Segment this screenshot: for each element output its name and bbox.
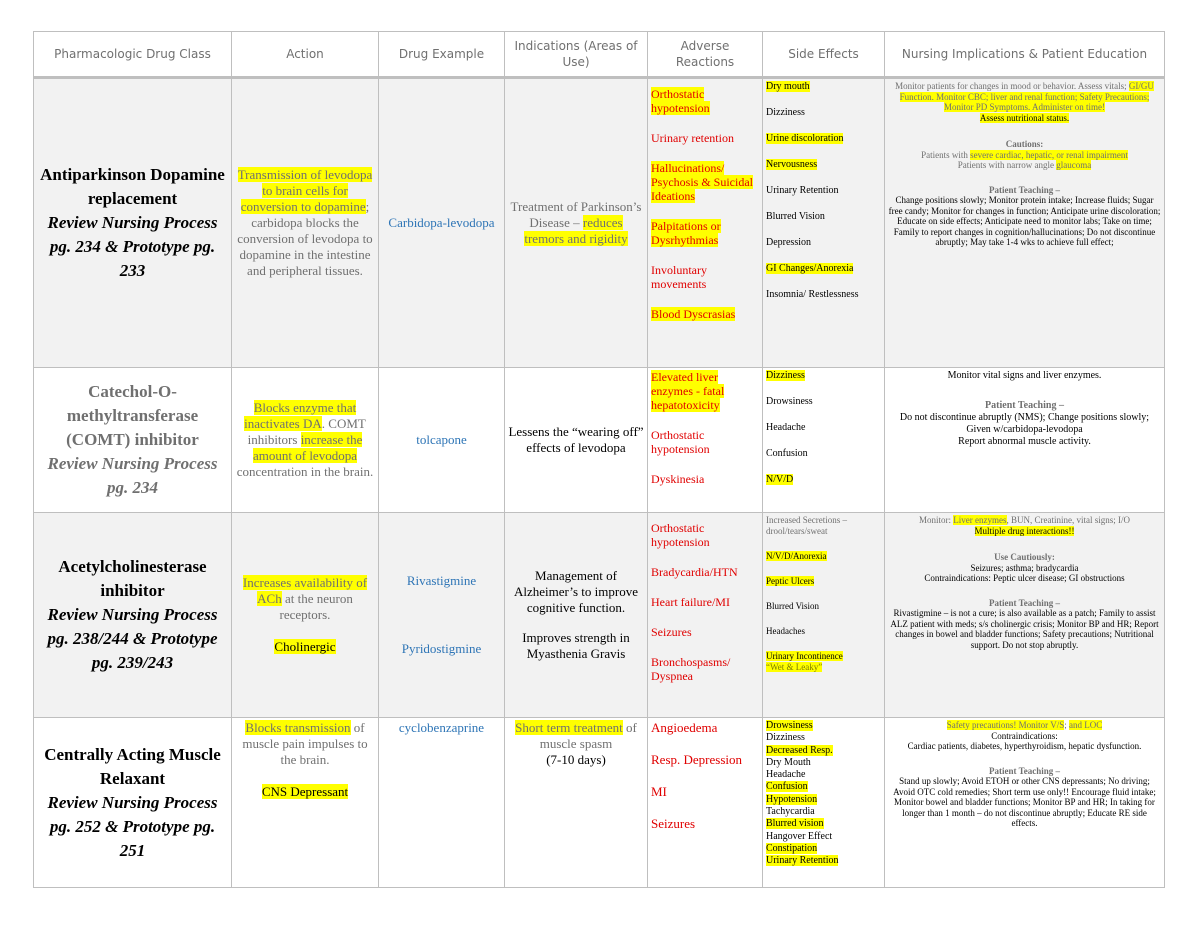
cautions-highlight-b: glaucoma bbox=[1056, 160, 1092, 170]
class-review: Review Nursing Process pg. 234 bbox=[47, 454, 218, 497]
side-effect-item: Increased Secretions – drool/tears/sweat bbox=[766, 515, 847, 536]
teaching-text: Do not discontinue abruptly (NMS); Change positions slowly; Given w/carbidopa-levodopa bbox=[899, 412, 1150, 435]
indication-text-b: Improves strength in Myasthenia Gravis bbox=[522, 630, 630, 661]
adverse-item: Orthostatic hypotension bbox=[651, 428, 710, 456]
contra-text: Contraindications: Peptic ulcer disease; GI obstructions bbox=[924, 573, 1125, 583]
indication-cell: Lessens the “wearing off” effects of levodopa bbox=[505, 368, 648, 513]
drug-example: Carbidopa-levodopa bbox=[379, 78, 505, 368]
adverse-cell bbox=[648, 718, 763, 888]
indication-text: Management of Alzheimer’s to improve cognitive function. bbox=[514, 568, 638, 615]
adverse-item: Angioedema bbox=[651, 720, 718, 735]
header-row bbox=[34, 32, 1165, 78]
adverse-item: Elevated liver enzymes - fatal hepatotoxicity bbox=[651, 370, 725, 412]
action-cell bbox=[232, 78, 379, 368]
action-highlight: Blocks enzyme that inactivates DA bbox=[244, 400, 357, 431]
side-effect-item: Blurred vision bbox=[766, 818, 824, 830]
adverse-item: Orthostatic hypotension bbox=[651, 521, 710, 549]
cautions-text: Seizures; asthma; bradycardia bbox=[970, 562, 1079, 573]
nursing-monitor: Monitor patients for changes in mood or behavior. Assess vitals; bbox=[895, 81, 1129, 91]
indication-text-b: (7-10 days) bbox=[546, 752, 606, 767]
action-cell bbox=[232, 718, 379, 888]
class-review: Review Nursing Process pg. 252 & Prototype pg. 251 bbox=[47, 792, 218, 860]
side-effect-item: Drowsiness bbox=[766, 396, 813, 407]
adverse-item: Resp. Depression bbox=[651, 752, 742, 767]
header-nursing: Nursing Implications & Patient Education bbox=[885, 32, 1165, 78]
teaching-title: Patient Teaching – bbox=[988, 184, 1060, 195]
side-effect-item: Decreased Resp. bbox=[766, 744, 833, 756]
teaching-text: Rivastigmine – is not a cure; is also available as a patch; Family to assist ALZ patient with meds; s/s cholinergic crisis; Monitor BP and HR; Report changes in bowel and bladder functions; Safety precautions; Nutritional support. Do not stop abruptly. bbox=[890, 608, 1159, 650]
header-adverse: Adverse Reactions bbox=[648, 32, 763, 78]
side-effects-cell bbox=[763, 513, 885, 718]
adverse-item: Seizures bbox=[651, 625, 692, 639]
drug-example-cell bbox=[379, 513, 505, 718]
adverse-item: Palpitations or Dysrhythmias bbox=[651, 219, 721, 247]
side-effect-item: N/V/D/Anorexia bbox=[766, 551, 827, 561]
nursing-monitor: Monitor: bbox=[919, 515, 954, 525]
adverse-item: Blood Dyscrasias bbox=[651, 307, 736, 321]
header-drug-class: Pharmacologic Drug Class bbox=[34, 32, 232, 78]
nursing-cell: Monitor: Liver enzymes, BUN, Creatinine, vital signs; I/O Multiple drug interactions!! Use Cautiously: Seizures; asthma; bradycardia Contraindications: Peptic ulcer disease; GI obstructions Patient Teaching – Rivastigmine – is not a cure; is also available as a patch; Family to assist ALZ patient with meds; s/s cholinergic crisis; Monitor BP and HR; Report changes in bowel and bladder functions; Safety precautions; Nutritional support. Do not stop abruptly. bbox=[885, 513, 1165, 718]
nursing-monitor-highlight-b: and LOC bbox=[1069, 720, 1103, 730]
indication-cell bbox=[505, 513, 648, 718]
action-text: . COMT inhibitors bbox=[247, 416, 366, 447]
side-effect-item: “Wet & Leaky” bbox=[766, 662, 823, 672]
side-effect-item: Headache bbox=[766, 769, 806, 781]
side-effect-item: Insomnia/ Restlessness bbox=[766, 289, 859, 300]
nursing-monitor-highlight: GI/GU Function. Monitor CBC; liver and renal function; Safety Precautions; Monitor PD Symptoms. Administer on time! bbox=[899, 81, 1154, 112]
action-highlight-b: increase the amount of levodopa bbox=[253, 432, 363, 463]
drug-example-b: Pyridostigmine bbox=[401, 641, 482, 656]
class-name: Catechol-O-methyltransferase (COMT) inhibitor bbox=[66, 382, 199, 449]
nursing-monitor: Monitor vital signs and liver enzymes. bbox=[947, 370, 1102, 381]
action-text: of muscle pain impulses to the brain. bbox=[242, 720, 368, 767]
adverse-item: Urinary retention bbox=[651, 131, 734, 145]
adverse-item: Dyskinesia bbox=[651, 472, 705, 486]
adverse-item: Heart failure/MI bbox=[651, 595, 730, 609]
header-side-effects: Side Effects bbox=[763, 32, 885, 78]
side-effects-cell bbox=[763, 78, 885, 368]
cautions-title: Cautions bbox=[1005, 139, 1041, 149]
side-effect-item: Dizziness bbox=[766, 732, 805, 744]
side-effect-item: Depression bbox=[766, 237, 811, 248]
contra-title: Contraindications: bbox=[991, 730, 1058, 741]
side-effects-cell bbox=[763, 718, 885, 888]
adverse-item: MI bbox=[651, 784, 667, 799]
teaching-title: Patient Teaching – bbox=[985, 400, 1064, 411]
adverse-item: Hallucinations/ Psychosis & Suicidal Ideations bbox=[651, 161, 754, 203]
header-action: Action bbox=[232, 32, 379, 78]
nursing-cell: Safety precautions! Monitor V/S; and LOC Contraindications: Cardiac patients, diabetes, hyperthyroidism, hepatic dysfunction. Patient Teaching – Stand up slowly; Avoid ETOH or other CNS depressants; No driving; Avoid OTC cold remedies; Short term use only!! Encourage fluid intake; Monitor bowel and bladder functions; Monitor BP and HR; In taking for longer than 1 month – do not discontinue abruptly; Educate RE side effects. bbox=[885, 718, 1165, 888]
side-effect-item: Urinary Incontinence bbox=[766, 651, 843, 661]
contra-text: Cardiac patients, diabetes, hyperthyroidism, hepatic dysfunction. bbox=[907, 741, 1142, 751]
side-effect-item: Headache bbox=[766, 422, 806, 433]
class-review: Review Nursing Process pg. 238/244 & Prototype pg. 239/243 bbox=[47, 605, 218, 672]
action-cell bbox=[232, 368, 379, 513]
side-effect-item: N/V/D bbox=[766, 474, 794, 485]
indication-cell bbox=[505, 718, 648, 888]
nursing-monitor-b: , BUN, Creatinine, vital signs; I/O bbox=[1006, 515, 1130, 525]
side-effect-item: Constipation bbox=[766, 842, 818, 854]
header-indications: Indications (Areas of Use) bbox=[505, 32, 648, 78]
teaching-text-b: Report abnormal muscle activity. bbox=[958, 436, 1091, 447]
drug-example: cyclobenzaprine bbox=[379, 718, 505, 888]
teaching-text: Stand up slowly; Avoid ETOH or other CNS depressants; No driving; Avoid OTC cold remedies; Short term use only!! Encourage fluid intake; Monitor bowel and bladder functions; Monitor BP and HR; In taking for longer than 1 month – do not discontinue abruptly; Educate RE side effects. bbox=[893, 776, 1156, 828]
side-effect-item: Dry mouth bbox=[766, 81, 810, 92]
action-cell bbox=[232, 513, 379, 718]
action-highlight: Transmission of levodopa to brain cells for conversion to dopamine bbox=[237, 167, 373, 214]
action-text: at the neuron receptors. bbox=[279, 591, 353, 622]
cautions-text: Patients with bbox=[921, 149, 971, 160]
drug-class-cell bbox=[34, 368, 232, 513]
side-effect-item: Dizziness bbox=[766, 370, 805, 381]
teaching-text: Change positions slowly; Monitor protein intake; Increase fluids; Sugar free candy; Monitor for changes in function; Anticipate urine discoloration; Educate on side effects; Anticipate need to monitor labs; Take on time; Family to report changes in cognition/hallucinations; Do not discontinue abruptly; May take 1-4 wks to achieve full effect; bbox=[888, 195, 1161, 247]
adverse-item: Orthostatic hypotension bbox=[651, 87, 710, 115]
side-effect-item: Nervousness bbox=[766, 159, 818, 170]
class-review: Review Nursing Process pg. 234 & Prototype pg. 233 bbox=[47, 213, 218, 280]
side-effect-item: Blurred Vision bbox=[766, 211, 825, 222]
adverse-cell bbox=[648, 368, 763, 513]
nursing-cell bbox=[885, 368, 1165, 513]
side-effect-item: GI Changes/Anorexia bbox=[766, 263, 854, 274]
adverse-item: Bradycardia/HTN bbox=[651, 565, 738, 579]
indication-highlight: Short term treatment bbox=[515, 720, 623, 735]
action-highlight-b: Cholinergic bbox=[274, 639, 336, 654]
action-highlight: Blocks transmission bbox=[245, 720, 351, 735]
action-highlight: Increases availability of ACh bbox=[242, 575, 368, 606]
adverse-item: Seizures bbox=[651, 816, 696, 831]
class-name: Centrally Acting Muscle Relaxant bbox=[44, 744, 221, 788]
side-effect-item: Tachycardia bbox=[766, 806, 815, 818]
side-effect-item: Headaches bbox=[766, 626, 805, 636]
side-effect-item: Urine discoloration bbox=[766, 133, 844, 144]
action-text: ; carbidopa blocks the conversion of levodopa to dopamine in the intestine and peripheral tissues. bbox=[237, 199, 373, 278]
side-effect-item: Hangover Effect bbox=[766, 830, 833, 842]
action-highlight-b: CNS Depressant bbox=[261, 784, 349, 799]
teaching-title: Patient Teaching – bbox=[988, 765, 1060, 776]
class-name: Antiparkinson Dopamine replacement bbox=[40, 165, 225, 208]
drug-class-cell bbox=[34, 718, 232, 888]
side-effect-item: Urinary Retention bbox=[766, 855, 839, 867]
indication-text: Treatment of Parkinson’s Disease – bbox=[510, 199, 642, 230]
indication-text: of muscle spasm bbox=[539, 720, 637, 751]
side-effect-item: Blurred Vision bbox=[766, 601, 820, 611]
indication-cell bbox=[505, 78, 648, 368]
nursing-monitor-highlight: Liver enzymes bbox=[953, 515, 1007, 525]
drug-example: Rivastigmine bbox=[406, 573, 477, 588]
nursing-monitor-highlight: Safety precautions! Monitor V/S bbox=[946, 720, 1065, 730]
nursing-monitor-highlight-b: Multiple drug interactions!! bbox=[974, 525, 1075, 536]
adverse-item: Involuntary movements bbox=[651, 263, 707, 291]
table-row bbox=[34, 718, 1165, 888]
drug-table bbox=[33, 31, 1165, 888]
cautions-text-b: Patients with narrow angle bbox=[957, 160, 1057, 170]
side-effects-cell bbox=[763, 368, 885, 513]
drug-example: tolcapone bbox=[379, 368, 505, 513]
teaching-title: Patient Teaching – bbox=[988, 597, 1060, 608]
side-effect-item: Hypotension bbox=[766, 793, 818, 805]
side-effect-item: Confusion bbox=[766, 448, 808, 459]
table-row bbox=[34, 78, 1165, 368]
side-effect-item: Urinary Retention bbox=[766, 185, 839, 196]
adverse-item: Bronchospasms/ Dyspnea bbox=[651, 655, 731, 683]
table-row bbox=[34, 513, 1165, 718]
adverse-cell bbox=[648, 78, 763, 368]
drug-class-cell bbox=[34, 78, 232, 368]
side-effect-item: Dry Mouth bbox=[766, 756, 811, 768]
cautions-highlight: severe cardiac, hepatic, or renal impairment bbox=[970, 149, 1128, 160]
header-drug-example: Drug Example bbox=[379, 32, 505, 78]
class-name: Acetylcholinesterase inhibitor bbox=[58, 557, 207, 600]
nursing-cell: Monitor patients for changes in mood or behavior. Assess vitals; GI/GU Function. Monitor CBC; liver and renal function; Safety Precautions; Monitor PD Symptoms. Administer on time! Assess nutritional status. Cautions: Patients with severe cardiac, hepatic, or renal impairment Patients with narrow angle glaucoma Patient Teaching – Change positions slowly; Monitor protein intake; Increase fluids; Sugar free candy; Monitor for changes in function; Anticipate urine discoloration; Educate on side effects; Anticipate need to monitor labs; Take on time; Family to report changes in cognition/hallucinations; Do not discontinue abruptly; May take 1-4 wks to achieve full effect; bbox=[885, 78, 1165, 368]
cautions-title: Use Cautiously bbox=[994, 552, 1052, 562]
indication-highlight: reduces tremors and rigidity bbox=[524, 215, 628, 246]
action-text-b: concentration in the brain. bbox=[236, 464, 374, 479]
side-effect-item: Dizziness bbox=[766, 107, 805, 118]
side-effect-item: Confusion bbox=[766, 781, 808, 793]
adverse-cell bbox=[648, 513, 763, 718]
table-row bbox=[34, 368, 1165, 513]
drug-class-cell bbox=[34, 513, 232, 718]
nursing-monitor-b: Assess nutritional status. bbox=[979, 112, 1070, 123]
side-effect-item: Peptic Ulcers bbox=[766, 576, 815, 586]
side-effect-item: Drowsiness bbox=[766, 720, 813, 731]
